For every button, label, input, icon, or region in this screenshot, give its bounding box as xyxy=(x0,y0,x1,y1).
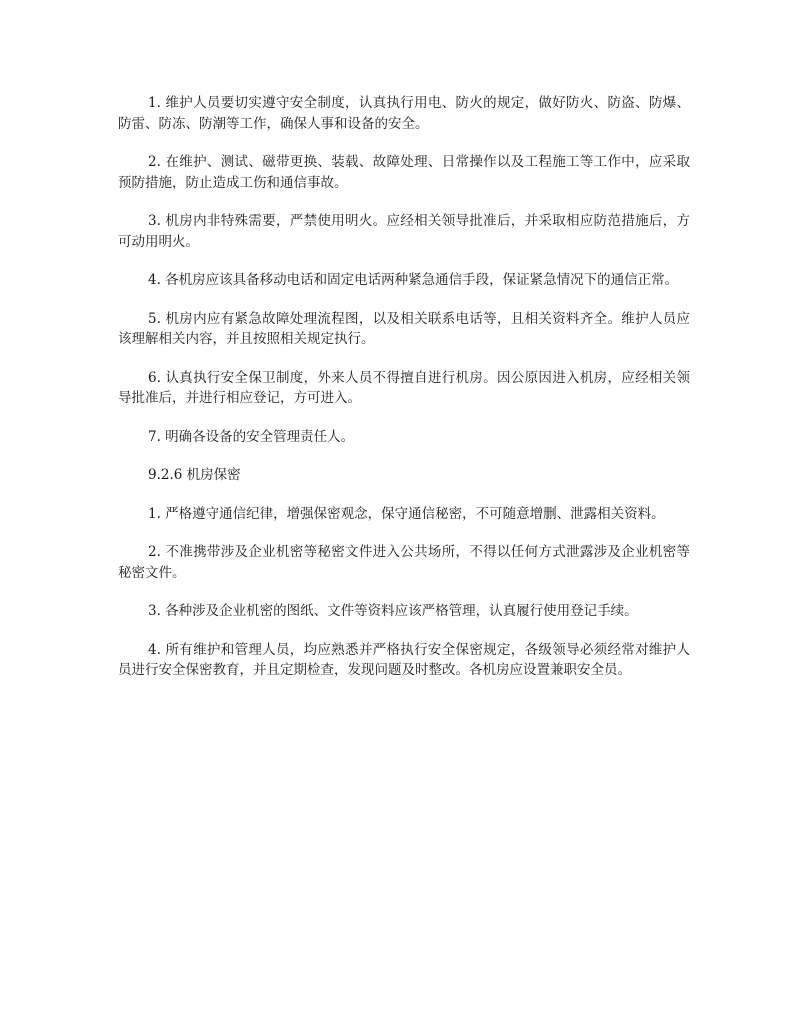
safety-paragraph-2: 2. 在维护、测试、磁带更换、装载、故障处理、日常操作以及工程施工等工作中，应采取预防措施，防止造成工伤和通信事故。 xyxy=(118,154,690,191)
confidentiality-paragraph-3: 3. 各种涉及企业机密的图纸、文件等资料应该严格管理，认真履行使用登记手续。 xyxy=(148,603,638,619)
confidentiality-paragraph-2: 2. 不准携带涉及企业机密等秘密文件进入公共场所，不得以任何方式泄露涉及企业机密等秘密文件。 xyxy=(118,544,690,581)
confidentiality-paragraph-1: 1. 严格遵守通信纪律，增强保密观念，保守通信秘密，不可随意增删、泄露相关资料。 xyxy=(148,505,665,522)
confidentiality-paragraph-4: 4. 所有维护和管理人员，均应熟悉并严格执行安全保密规定，各级领导必须经常对维护人员进行安全保密教育，并且定期检查，发现问题及时整改。各机房应设置兼职安全员。 xyxy=(118,641,690,678)
safety-paragraph-7: 7. 明确各设备的安全管理责任人。 xyxy=(148,428,355,445)
document-page xyxy=(118,93,690,699)
safety-paragraph-6: 6. 认真执行安全保卫制度，外来人员不得擅自进行机房。因公原因进入机房，应经相关领导批准后，并进行相应登记，方可进入。 xyxy=(118,369,690,406)
safety-paragraph-3: 3. 机房内非特殊需要，严禁使用明火。应经相关领导批准后，并采取相应防范措施后，方可动用明火。 xyxy=(118,213,690,250)
section-heading: 9.2.6 机房保密 xyxy=(148,467,241,483)
safety-paragraph-1: 1. 维护人员要切实遵守安全制度，认真执行用电、防火的规定，做好防火、防盗、防爆、防雷、防冻、防潮等工作，确保人事和设备的安全。 xyxy=(118,95,690,132)
safety-paragraph-5: 5. 机房内应有紧急故障处理流程图，以及相关联系电话等，且相关资料齐全。维护人员应该理解相关内容，并且按照相关规定执行。 xyxy=(118,310,690,347)
safety-paragraph-4: 4. 各机房应该具备移动电话和固定电话两种紧急通信手段，保证紧急情况下的通信正常。 xyxy=(148,272,679,288)
